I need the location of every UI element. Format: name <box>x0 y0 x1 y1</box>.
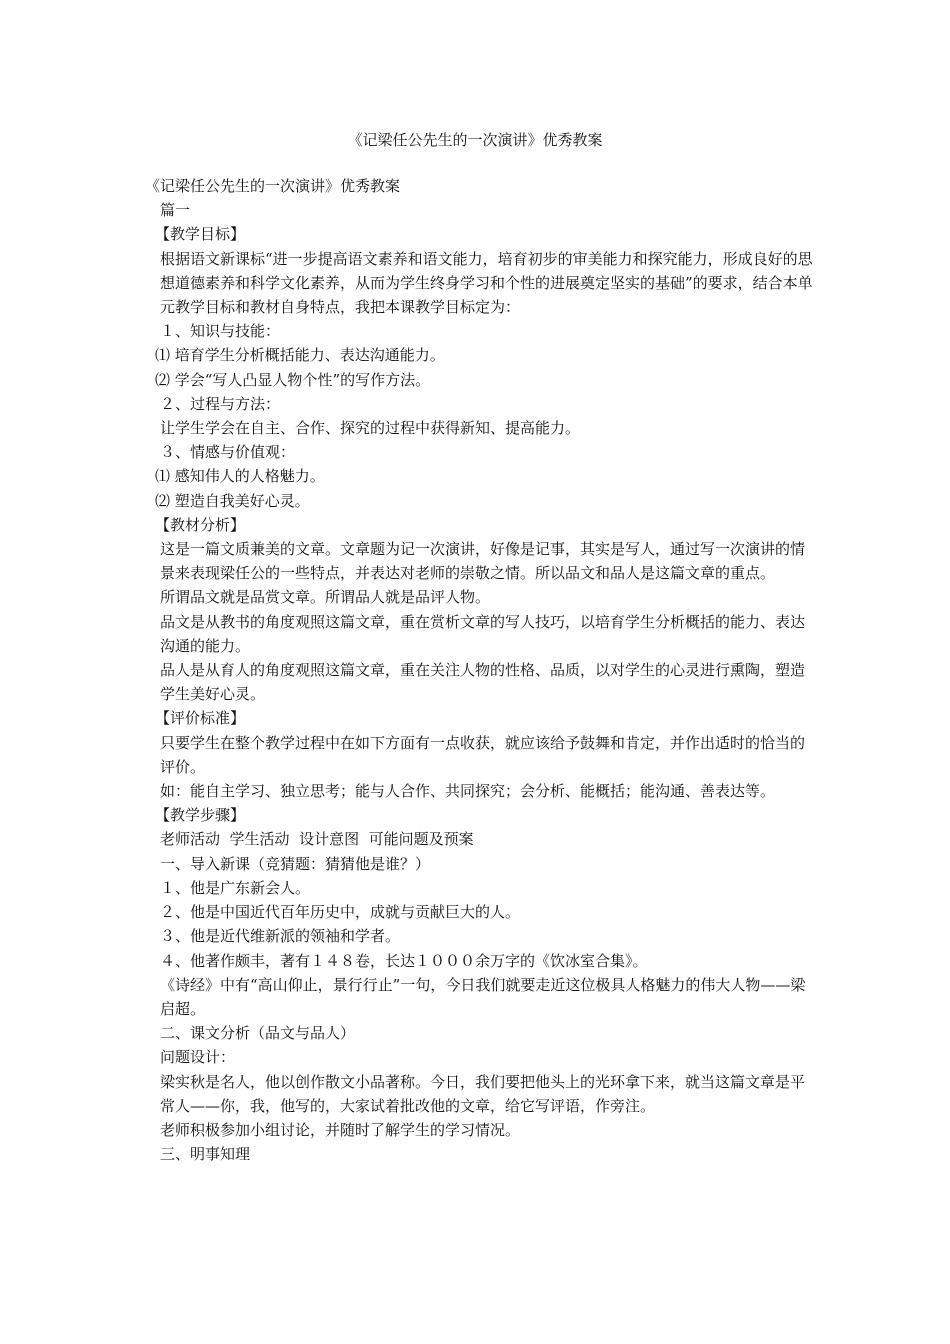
document-body <box>145 174 815 1166</box>
paragraph: 梁实秋是名人，他以创作散文小品著称。今日，我们要把他头上的光环拿下来，就当这篇文章是平常人——你，我，他写的，大家试着批改他的文章，给它写评语，作旁注。 <box>160 1072 806 1115</box>
paragraph: ⑵ 学会“写人凸显人物个性”的写作方法。 <box>155 370 431 389</box>
paragraph: 【教材分析】 <box>155 515 246 534</box>
paragraph: 一、导入新课（竞猜题：猜猜他是谁？） <box>160 854 431 873</box>
paragraph: ２、过程与方法： <box>160 394 281 413</box>
paragraph: ⑴ 感知伟人的人格魅力。 <box>155 467 325 486</box>
paragraph: 这是一篇文质兼美的文章。文章题为记一次演讲，好像是记事，其实是写人，通过写一次演讲的情景来表现梁任公的一些特点，并表达对老师的崇敬之情。所以品文和品人是这篇文章的重点。 <box>160 540 806 583</box>
paragraph: 根据语文新课标“进一步提高语文素养和语文能力，培育初步的审美能力和探究能力，形成良好的思想道德素养和科学文化素养，从而为学生终身学习和个性的进展奠定坚实的基础”的要求，结合本单元教学目标和教材自身特点，我把本课教学目标定为： <box>160 249 813 317</box>
paragraph: 篇一 <box>160 201 191 220</box>
paragraph: ⑵ 塑造自我美好心灵。 <box>155 491 310 510</box>
paragraph: 品文是从教书的角度观照这篇文章，重在赏析文章的写人技巧，以培育学生分析概括的能力、表达沟通的能力。 <box>160 612 806 655</box>
paragraph: 让学生学会在自主、合作、探究的过程中获得新知、提高能力。 <box>160 419 581 438</box>
paragraph: 只要学生在整个教学过程中在如下方面有一点收获，就应该给予鼓舞和肯定，并作出适时的恰当的评价。 <box>160 733 806 776</box>
paragraph: 老师积极参加小组讨论，并随时了解学生的学习情况。 <box>160 1120 521 1139</box>
paragraph: ⑴ 培育学生分析概括能力、表达沟通能力。 <box>155 346 445 365</box>
paragraph: 品人是从育人的角度观照这篇文章，重在关注人物的性格、品质，以对学生的心灵进行熏陶，塑造学生美好心灵。 <box>160 661 806 704</box>
paragraph: 三、明事知理 <box>160 1145 251 1164</box>
paragraph: 【评价标准】 <box>155 709 246 728</box>
paragraph: 《记梁任公先生的一次演讲》优秀教案 <box>145 177 401 195</box>
paragraph: 二、课文分析（品文与品人） <box>160 1024 356 1043</box>
paragraph: 老师活动 学生活动 设计意图 可能问题及预案 <box>160 830 474 849</box>
paragraph: １、他是广东新会人。 <box>160 878 311 897</box>
document-title: 《记梁任公先生的一次演讲》优秀教案 <box>347 131 603 149</box>
paragraph: 【教学目标】 <box>155 225 246 244</box>
paragraph: ２、他是中国近代百年历史中，成就与贡献巨大的人。 <box>160 903 521 922</box>
paragraph: 问题设计： <box>160 1048 236 1067</box>
paragraph: １、知识与技能： <box>160 322 281 341</box>
paragraph: 所谓品文就是品赏文章。所谓品人就是品评人物。 <box>160 588 491 607</box>
paragraph: ３、情感与价值观： <box>160 443 296 462</box>
paragraph: 如：能自主学习、独立思考；能与人合作、共同探究；会分析、能概括；能沟通、善表达等。 <box>160 782 776 801</box>
paragraph: ４、他著作颇丰，著有１４８卷，长达１０００余万字的《饮冰室合集》。 <box>160 951 648 970</box>
paragraph: ３、他是近代维新派的领袖和学者。 <box>160 927 401 946</box>
paragraph: 《诗经》中有“高山仰止，景行行止”一句，今日我们就要走近这位极具人格魅力的伟大人物——梁启超。 <box>160 975 806 1018</box>
paragraph: 【教学步骤】 <box>155 806 246 825</box>
